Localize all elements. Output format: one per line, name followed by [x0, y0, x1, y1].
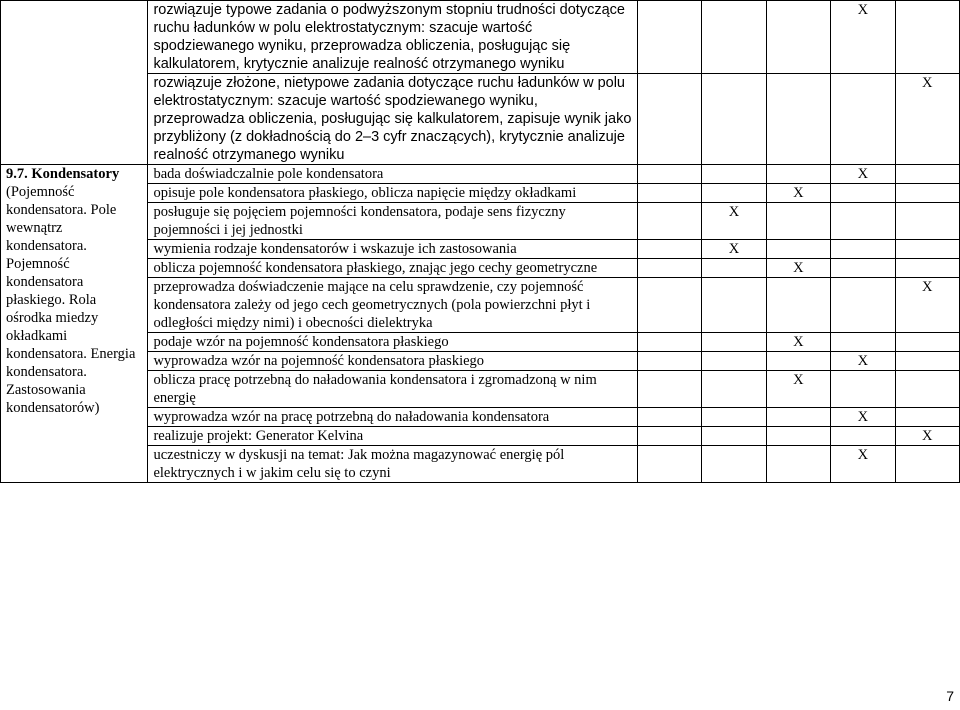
level-1-cell: [637, 1, 701, 74]
level-3-cell: [766, 203, 830, 240]
requirement-description: oblicza pojemność kondensatora płaskiego, znając jego cechy geometryczne: [148, 259, 637, 278]
level-4-cell: [831, 278, 895, 333]
level-4-cell: [831, 427, 895, 446]
level-3-cell: [766, 240, 830, 259]
page-number: 7: [946, 688, 954, 704]
level-1-cell: [637, 165, 701, 184]
level-mark: X: [793, 260, 804, 276]
requirement-description: podaje wzór na pojemność kondensatora płaskiego: [148, 333, 637, 352]
level-4-cell: [831, 259, 895, 278]
requirement-description: oblicza pracę potrzebną do naładowania kondensatora i zgromadzoną w nim energię: [148, 371, 637, 408]
level-4-cell: [831, 408, 895, 427]
requirement-description: wyprowadza wzór na pracę potrzebną do naładowania kondensatora: [148, 408, 637, 427]
level-4-cell: [831, 74, 895, 165]
table-row: [1, 165, 960, 184]
level-1-cell: [637, 408, 701, 427]
level-4-cell: [831, 333, 895, 352]
level-2-cell: [702, 240, 766, 259]
level-2-cell: [702, 352, 766, 371]
level-5-cell: [895, 74, 959, 165]
level-5-cell: [895, 240, 959, 259]
level-2-cell: [702, 203, 766, 240]
requirement-description: wyprowadza wzór na pojemność kondensatora płaskiego: [148, 352, 637, 371]
level-2-cell: [702, 165, 766, 184]
requirement-description: opisuje pole kondensatora płaskiego, oblicza napięcie między okładkami: [148, 184, 637, 203]
level-3-cell: [766, 333, 830, 352]
level-3-cell: [766, 74, 830, 165]
level-3-cell: [766, 1, 830, 74]
level-3-cell: [766, 427, 830, 446]
level-3-cell: [766, 259, 830, 278]
level-5-cell: [895, 352, 959, 371]
level-1-cell: [637, 203, 701, 240]
level-2-cell: [702, 408, 766, 427]
requirement-description: uczestniczy w dyskusji na temat: Jak można magazynować energię pól elektrycznych i w jakim celu się to czyni: [148, 446, 637, 483]
level-5-cell: [895, 165, 959, 184]
level-1-cell: [637, 446, 701, 483]
level-2-cell: [702, 333, 766, 352]
level-5-cell: [895, 408, 959, 427]
level-5-cell: [895, 446, 959, 483]
level-2-cell: [702, 371, 766, 408]
table-row: [1, 1, 960, 74]
level-2-cell: [702, 259, 766, 278]
topic-cell: [1, 165, 148, 483]
table-row: [1, 74, 960, 165]
level-4-cell: [831, 203, 895, 240]
section-title: 9.7. Kondensatory: [6, 166, 120, 182]
level-mark: X: [793, 372, 804, 388]
level-1-cell: [637, 184, 701, 203]
level-4-cell: [831, 371, 895, 408]
level-3-cell: [766, 278, 830, 333]
topic-cell: [1, 1, 148, 74]
level-5-cell: [895, 259, 959, 278]
level-3-cell: [766, 446, 830, 483]
level-1-cell: [637, 333, 701, 352]
level-1-cell: [637, 427, 701, 446]
requirement-description: rozwiązuje typowe zadania o podwyższonym stopniu trudności dotyczące ruchu ładunków w polu elektrostatycznym: szacuje wartość spodziewanego wyniku, przeprowadza obliczenia, posługując się kalkulatorem, krytycznie analizuje realność otrzymanego wyniku: [148, 1, 637, 74]
level-mark: X: [793, 334, 804, 350]
level-mark: X: [728, 204, 740, 220]
level-mark: X: [922, 75, 933, 91]
level-mark: X: [728, 241, 740, 257]
level-mark: X: [857, 2, 869, 18]
level-1-cell: [637, 371, 701, 408]
requirement-description: przeprowadza doświadczenie mające na celu sprawdzenie, czy pojemność kondensatora zależy od jego cech geometrycznych (pola powierzchni płyt i odległości między nimi) i obecności dielektryka: [148, 278, 637, 333]
level-1-cell: [637, 74, 701, 165]
level-5-cell: [895, 203, 959, 240]
level-mark: X: [857, 353, 869, 369]
level-3-cell: [766, 165, 830, 184]
level-2-cell: [702, 278, 766, 333]
level-mark: X: [922, 279, 933, 295]
level-mark: X: [922, 428, 933, 444]
level-5-cell: [895, 371, 959, 408]
level-5-cell: [895, 278, 959, 333]
level-3-cell: [766, 408, 830, 427]
level-4-cell: [831, 352, 895, 371]
level-2-cell: [702, 446, 766, 483]
level-4-cell: [831, 184, 895, 203]
requirement-description: posługuje się pojęciem pojemności kondensatora, podaje sens fizyczny pojemności i jej jednostki: [148, 203, 637, 240]
level-1-cell: [637, 259, 701, 278]
level-mark: X: [857, 447, 869, 463]
level-mark: X: [857, 409, 869, 425]
level-mark: X: [857, 166, 869, 182]
level-5-cell: [895, 333, 959, 352]
topic-cell: [1, 74, 148, 165]
level-1-cell: [637, 278, 701, 333]
level-1-cell: [637, 240, 701, 259]
level-4-cell: [831, 165, 895, 184]
level-3-cell: [766, 352, 830, 371]
level-3-cell: [766, 184, 830, 203]
section-subtitle: (Pojemność kondensatora. Pole wewnątrz kondensatora. Pojemność kondensatora płaskiego. Rola ośrodka miedzy okładkami kondensatora. Energia kondensatora. Zastosowania kondensatorów): [6, 184, 136, 416]
level-5-cell: [895, 1, 959, 74]
level-5-cell: [895, 427, 959, 446]
level-5-cell: [895, 184, 959, 203]
level-4-cell: [831, 1, 895, 74]
requirement-description: rozwiązuje złożone, nietypowe zadania dotyczące ruchu ładunków w polu elektrostatycznym: szacuje wartość spodziewanego wyniku, przeprowadza obliczenia, posługując się kalkulatorem, zapisuje wynik jako przybliżony (z dokładnością do 2–3 cyfr znaczących), krytycznie analizuje realność otrzymanego wyniku: [148, 74, 637, 165]
level-1-cell: [637, 352, 701, 371]
level-2-cell: [702, 74, 766, 165]
requirement-description: realizuje projekt: Generator Kelvina: [148, 427, 637, 446]
level-2-cell: [702, 1, 766, 74]
level-4-cell: [831, 240, 895, 259]
level-4-cell: [831, 446, 895, 483]
level-3-cell: [766, 371, 830, 408]
level-2-cell: [702, 427, 766, 446]
requirement-description: bada doświadczalnie pole kondensatora: [148, 165, 637, 184]
level-mark: X: [793, 185, 804, 201]
requirement-description: wymienia rodzaje kondensatorów i wskazuje ich zastosowania: [148, 240, 637, 259]
level-2-cell: [702, 184, 766, 203]
